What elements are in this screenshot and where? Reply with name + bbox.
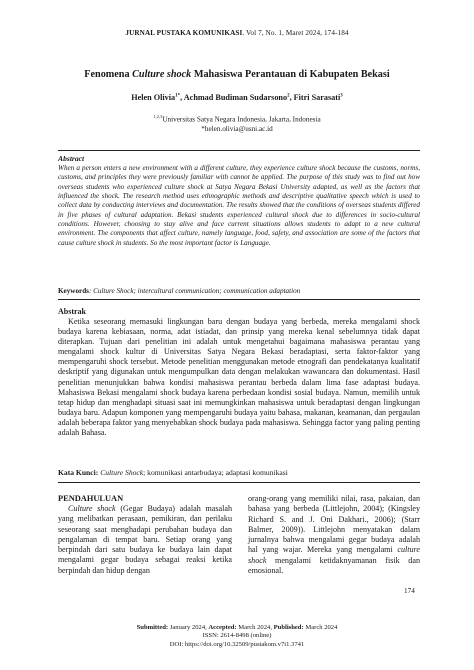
author-3: , Fitri Sarasati [289,93,341,102]
author-2-sup: 2 [287,93,290,99]
title-italic: Culture shock [132,69,192,80]
author-2: , Achmad Budiman Sudarsono [180,93,288,102]
pendahuluan-right-body-2: mengalami ketidaknyamanan fisik dan emosional. [248,555,420,576]
author-3-sup: 3 [340,93,343,99]
pendahuluan-right-text [248,494,420,576]
affiliation-sup: 1,2,3 [153,114,163,119]
divider-bottom [58,482,420,483]
title-part1: Fenomena [84,69,133,80]
kata-kunci [58,468,420,477]
pendahuluan-left-body: (Gegar Budaya) adalah masalah yang melibatkan perasaan, pemikiran, dan perilaku seseorang saat menghadapi perubahan budaya dan pengalaman di tempat baru. Setiap orang yang berpindah dari satu budaya ke budaya lain dapat mengalami gegar budaya sebagai reaksi ketika berpindah dan hidup dengan [58,504,232,575]
column-left [58,494,232,576]
footer [0,624,474,649]
author-list [0,93,474,102]
abstract-text: When a person enters a new environment with a different culture, they experience culture shock because the customs, norms, customs, and principles they were previously familiar with cannot be applied. The purpose of this study was to find out how overseas students who experienced culture shock at Satya Negara Bekasi University adapted, as well as the factors that influenced the shock. The research method uses ethnographic methods and descriptive qualitative speech which is used to collect data by conducting interviews and documentation. The results showed that the conditions of overseas students differed in five phases of cultural adaptation. Bekasi students experienced cultural shock due to differences in socio-cultural conditions. However, choosing to stay alive and face current situations allows students to adapt to a new cultural environment. The components that affect culture, namely language, food, safety, and association are some of the factors that cause culture shock in students. So the most important factor is Language. [58,164,420,247]
submitted-label: Submitted: [136,624,169,631]
title-part2: Mahasiswa Perantauan di Kabupaten Bekasi [191,69,390,80]
pendahuluan-left-text [58,504,232,576]
pendahuluan-italic-start: Culture shock [68,504,116,513]
published-date: March 2024 [303,624,338,631]
paper-title [0,69,474,80]
journal-header [0,29,474,37]
kata-kunci-text: ; komunikasi antarbudaya; adaptasi komunikasi [143,468,288,477]
published-label: Published: [273,624,304,631]
footer-doi[interactable]: DOI: https://doi.org/10.32509/pustakom.v7i1.3741 [169,640,305,648]
keywords-label: Keywords [58,287,89,295]
submitted-date: January 2024, [168,624,209,631]
abstrak-heading: Abstrak [58,307,87,316]
divider-middle [58,299,420,300]
section-heading-pendahuluan: PENDAHULUAN [58,494,124,503]
journal-name: JURNAL PUSTAKA KOMUNIKASI [125,29,243,37]
footer-issn: ISSN: 2614-8498 (online) [202,632,272,640]
keywords [58,287,420,295]
affiliation-email[interactable]: *helen.olivia@usni.ac.id [201,125,273,134]
abstrak-text: Ketika seseorang memasuki lingkungan baru dengan budaya yang berbeda, mereka mengalami shock budaya karena kebiasaan, norma, adat istiadat, dan prinsip yang mereka kenal sebelumnya tidak dapat diterapkan. Tujuan dari penelitian ini adalah untuk mengetahui bagaimana mahasiswa perantau yang mengalami shock kultur di Universitas Satya Negara Bekasi beradaptasi, serta faktor-faktor yang mempengaruhi shock tersebut. Metode penelitian menggunakan metode etnografi dan pendekatanya kualitatif deskriptif yang digunakan untuk mengumpulkan data dengan melakukan wawancara dan dokumentasi. Hasil penelitian menunjukkan bahwa kondisi mahasiswa perantau berbeda dalam lima fase adaptasi budaya. Mahasiswa Bekasi mengalami shock budaya karena perbedaan kondisi sosial budaya. Namun, memilih untuk tetap hidup dan menghadapi situasi saat ini memungkinkan mahasiswa untuk beradaptasi dengan lingkungan budaya baru. Adapun komponen yang mempengaruhi budaya yaitu bahasa, makanan, keamanan, dan pergaulan adalah beberapa faktor yang menyebabkan shock budaya pada mahasiswa. Sehingga factor yang paling penting adalah Bahasa. [58,317,420,438]
accepted-date: March 2024, [236,624,274,631]
footer-dates [0,624,474,632]
page-number: 174 [404,587,415,595]
column-right [248,494,420,576]
accepted-label: Accepted: [208,624,237,631]
kata-kunci-label: Kata Kunci: [58,468,99,477]
abstract-heading: Abstract [58,154,85,163]
divider-top [58,150,420,151]
keywords-text: : Culture Shock; intercultural communication; communication adaptation [88,287,301,295]
journal-details: . Vol 7, No. 1, Maret 2024, 174-184 [242,29,349,37]
kata-kunci-italic: Culture Shock [98,468,144,477]
affiliation [0,112,474,134]
pendahuluan-right-body-1: orang-orang yang memiliki nilai, rasa, pakaian, dan bahasa yang berbeda (Littlejohn, 2004); (Kingsley Richard S. and J. Oni Dakhari., 2006); (Starr Balmer, 2009)). Littlejohn menyatakan dalam jurnalnya bahwa mengalami gegar budaya adalah hal yang wajar. Mereka yang mengalami [248,494,420,555]
pendahuluan-right-italic: culture shock [248,545,420,565]
affiliation-institution: Universitas Satya Negara Indonesia, Jakarta, Indonesia [162,115,321,124]
author-1: Helen Olivia [131,93,176,102]
author-1-sup: 1* [175,93,181,99]
